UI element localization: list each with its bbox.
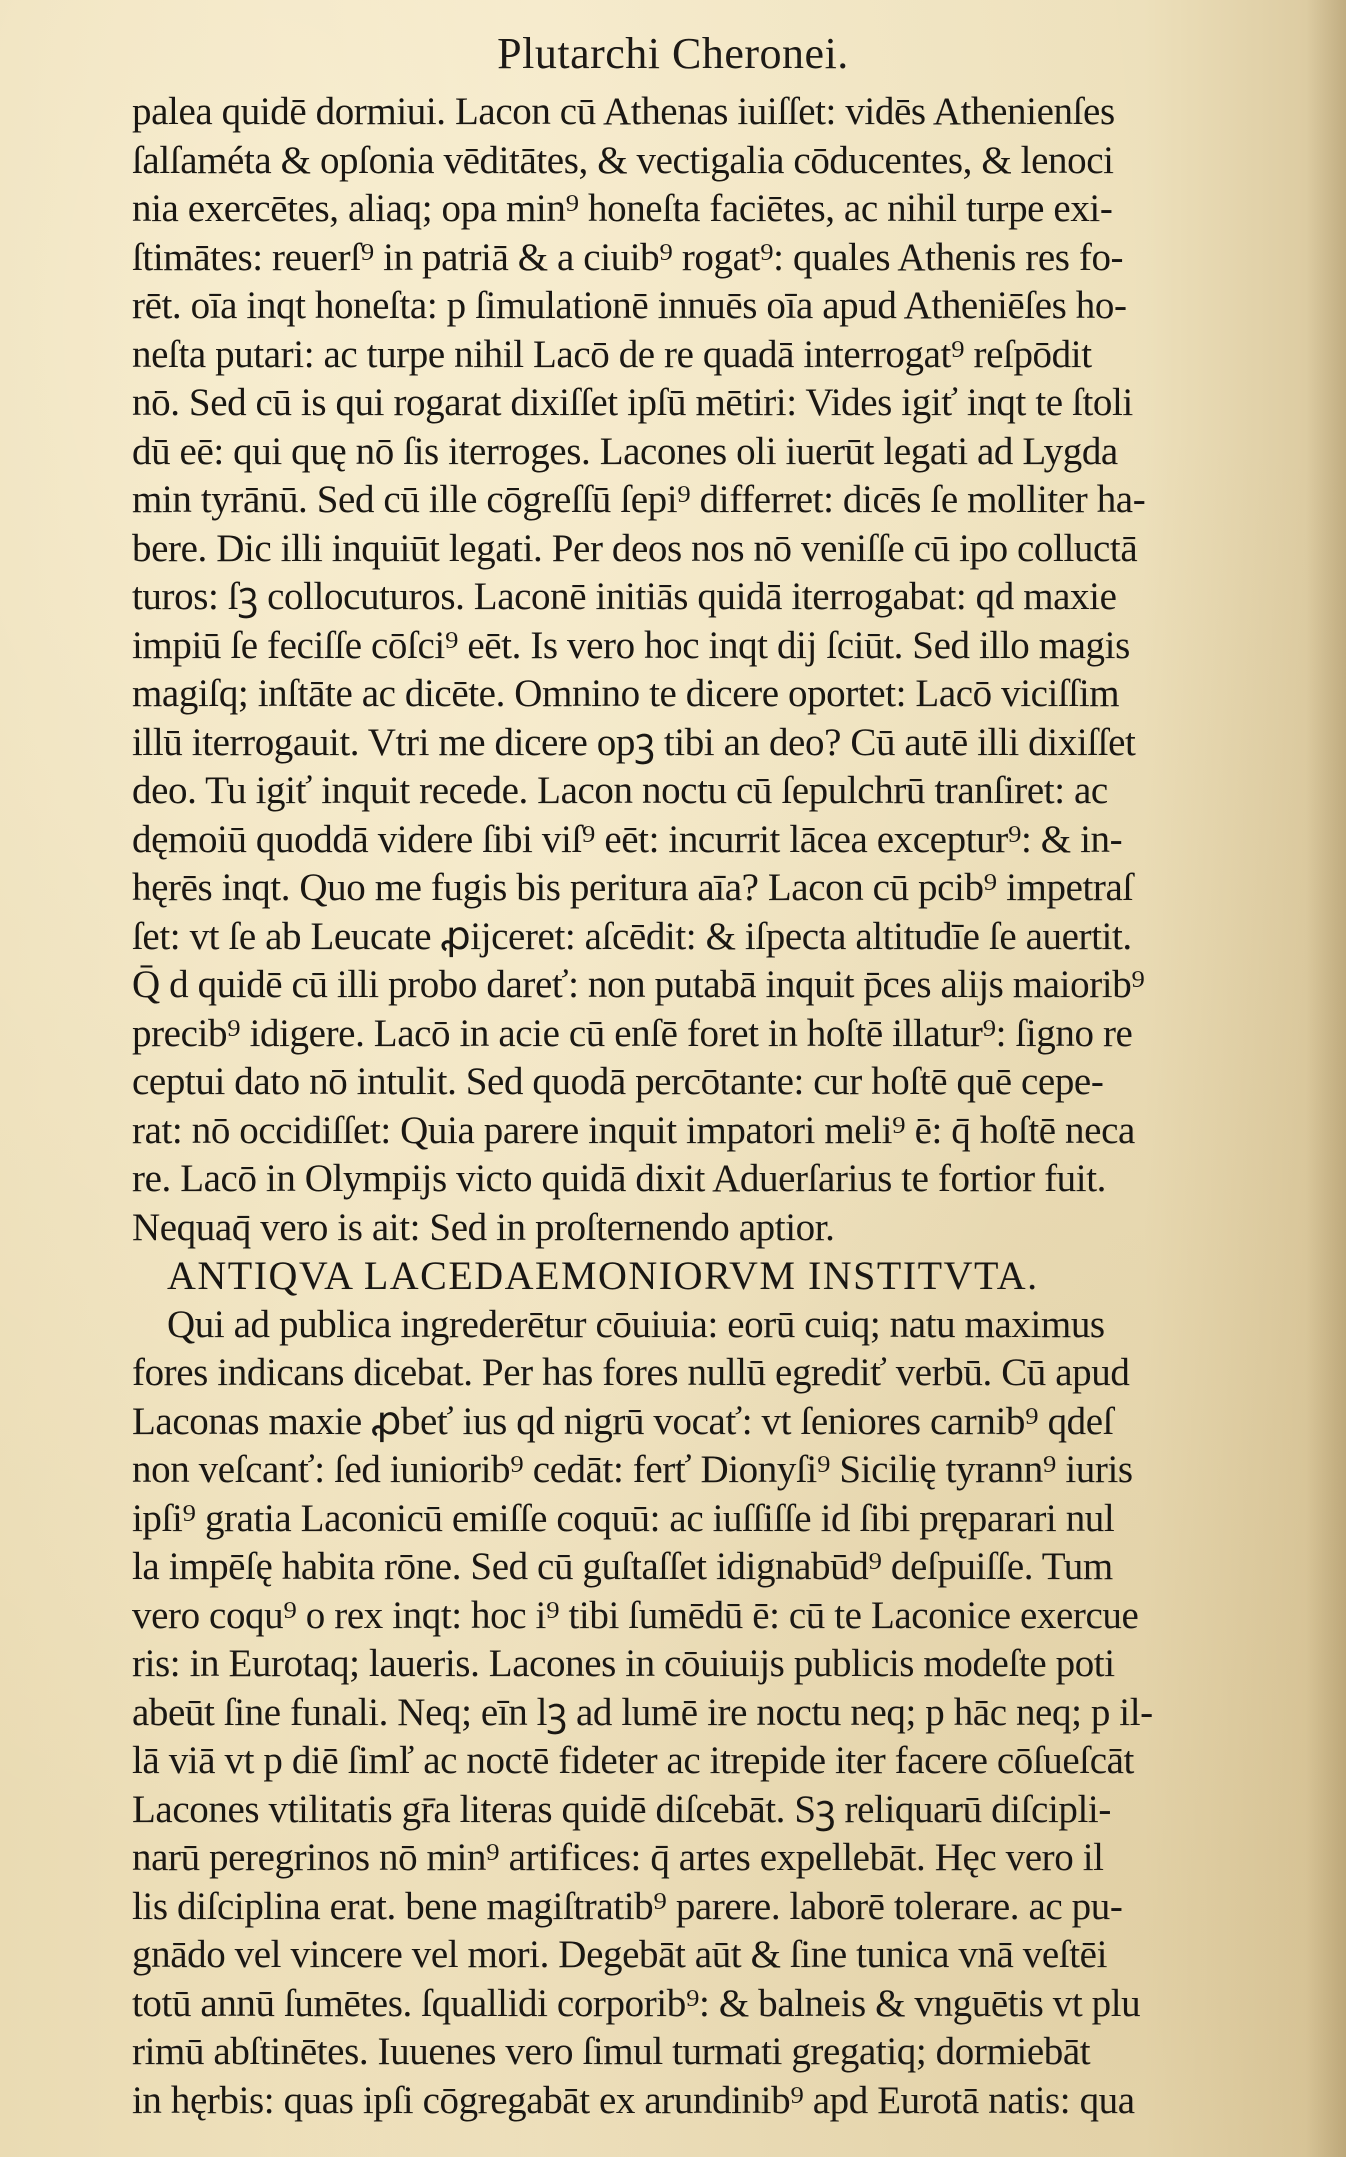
section-text-line: Lacones vtilitatis gr̄a literas quidē diſcebāt. Sꝫ reliquarū diſcipli- xyxy=(132,1787,1111,1831)
text-line: ceptui dato nō intulit. Sed quodā percōtante: cur hoſtē quē cepe- xyxy=(132,1060,1104,1103)
text-line: turos: ſꝫ collocuturos. Laconē initiās quidā iterrogabat: qd maxie xyxy=(132,575,1117,618)
text-line: Nequaq̄ vero is ait: Sed in proſternendo aptior. xyxy=(132,1205,835,1249)
text-line: hęrēs inqt. Quo me fugis bis peritura aīa? Lacon cū pcib⁹ impetraſ xyxy=(132,866,1133,909)
section-text-line: lā viā vt p diē ſimľ ac noctē fideter ac itrepide iter facere cōſueſcāt xyxy=(132,1739,1134,1782)
text-line: Q̄ d quidē cū illi probo dareť: non putabā inquit p̄ces alijs maiorib⁹ xyxy=(132,963,1145,1006)
section-text-line: narū peregrinos nō min⁹ artifices: q̄ artes expellebāt. Hęc vero il xyxy=(132,1836,1104,1879)
section-text-line: ris: in Eurotaq; laueris. Lacones in cōuiuijs publicis modeſte poti xyxy=(132,1642,1115,1685)
section-text-line: Laconas maxie ꝓbeť ius qd nigrū vocať: vt ſeniores carnib⁹ qdeſ xyxy=(132,1399,1114,1443)
running-head: Plutarchi Cheronei. xyxy=(497,29,849,78)
text-line: min tyrānū. Sed cū ille cōgreſſū ſepi⁹ differret: dicēs ſe molliter ha- xyxy=(132,478,1146,521)
text-line: nō. Sed cū is qui rogarat dixiſſet ipſū mētiri: Vides igiť inqt te ſtoli xyxy=(132,381,1133,424)
text-line: dęmoiū quoddā videre ſibi viſ⁹ eēt: incurrit lācea exceptur⁹: & in- xyxy=(132,817,1123,861)
section-text-line: totū annū ſumētes. ſquallidi corporib⁹: & balneis & vnguētis vt plu xyxy=(132,1981,1141,2025)
section-text-line: rimū abſtinētes. Iuuenes vero ſimul turmati gregatiq; dormiebāt xyxy=(132,2030,1091,2073)
section-text-line: in hęrbis: quas ipſi cōgregabāt ex arundinib⁹ apd Eurotā natis: qua xyxy=(132,2078,1135,2122)
section-text-line: abeūt ſine funali. Neq; eīn lꝫ ad lumē ire noctu neq; p hāc neq; p il- xyxy=(132,1690,1153,1734)
section-text-line: Qui ad publica ingrederētur cōuiuia: eorū cuiq; natu maximus xyxy=(167,1302,1105,1346)
text-line: bere. Dic illi inquiūt legati. Per deos nos nō veniſſe cū ipo colluctā xyxy=(132,526,1138,570)
text-block xyxy=(132,88,1332,2125)
text-line: re. Lacō in Olympijs victo quidā dixit Aduerſarius te fortior fuit. xyxy=(132,1157,1106,1200)
text-line: ſtimātes: reuerſ⁹ in patriā & a ciuib⁹ rogat⁹: quales Athenis res fo- xyxy=(132,235,1124,279)
section-text-line: non veſcanť: ſed iuniorib⁹ cedāt: ferť Dionyſi⁹ Sicilię tyrann⁹ iuris xyxy=(132,1448,1133,1491)
text-line: impiū ſe feciſſe cōſci⁹ eēt. Is vero hoc inqt dij ſciūt. Sed illo magis xyxy=(132,623,1130,667)
text-line: neſta putari: ac turpe nihil Lacō de re quadā interrogat⁹ reſpōdit xyxy=(132,332,1092,376)
section-text-line: fores indicans dicebat. Per has fores nullū egrediť verbū. Cū apud xyxy=(132,1351,1130,1394)
text-line: nia exercētes, aliaq; opa min⁹ honeſta faciētes, ac nihil turpe exi- xyxy=(132,187,1113,230)
text-line: deo. Tu igiť inquit recede. Lacon noctu cū ſepulchrū tranſiret: ac xyxy=(132,769,1108,812)
text-line: ſalſaméta & opſonia vēditātes, & vectigalia cōducentes, & lenoci xyxy=(132,138,1114,182)
section-text-line: ipſi⁹ gratia Laconicū emiſſe coquū: ac iuſſiſſe id ſibi pręparari nul xyxy=(132,1496,1115,1540)
text-line: rat: nō occidiſſet: Quia parere inquit impatori meli⁹ ē: q̄ hoſtē neca xyxy=(132,1108,1135,1152)
text-line: magiſq; inſtāte ac dicēte. Omnino te dicere oportet: Lacō viciſſim xyxy=(132,672,1120,715)
section-text-line: vero coqu⁹ o rex inqt: hoc i⁹ tibi ſumēdū ē: cū te Laconice exercue xyxy=(132,1593,1139,1637)
section-text-line: gnādo vel vincere vel mori. Degebāt aūt & ſine tunica vnā veſtēi xyxy=(132,1933,1108,1976)
section-text-line: lis diſciplina erat. bene magiſtratib⁹ parere. laborē tolerare. ac pu- xyxy=(132,1884,1123,1928)
text-line: ſet: vt ſe ab Leucate ꝓijceret: aſcēdit: & iſpecta altitudīe ſe auertit. xyxy=(132,914,1132,958)
section-heading: ANTIQVA LACEDAEMONIORVM INSTITVTA. xyxy=(167,1253,1039,1298)
text-line: rēt. oīa inqt honeſta: p ſimulationē innuēs oīa apud Atheniēſes ho- xyxy=(132,284,1127,327)
text-line: dū eē: qui quę nō ſis iterroges. Lacones oli iuerūt legati ad Lygda xyxy=(132,429,1118,473)
text-line: precib⁹ idigere. Lacō in acie cū enſē foret in hoſtē illatur⁹: ſigno re xyxy=(132,1011,1133,1055)
text-line: illū iterrogauit. Vtri me dicere opꝫ tibi an deo? Cū autē illi dixiſſet xyxy=(132,720,1136,764)
text-line: palea quidē dormiui. Lacon cū Athenas iuiſſet: vidēs Athenienſes xyxy=(132,90,1115,133)
section-text-line: la impēſę habita rōne. Sed cū guſtaſſet idignabūd⁹ deſpuiſſe. Tum xyxy=(132,1545,1113,1588)
